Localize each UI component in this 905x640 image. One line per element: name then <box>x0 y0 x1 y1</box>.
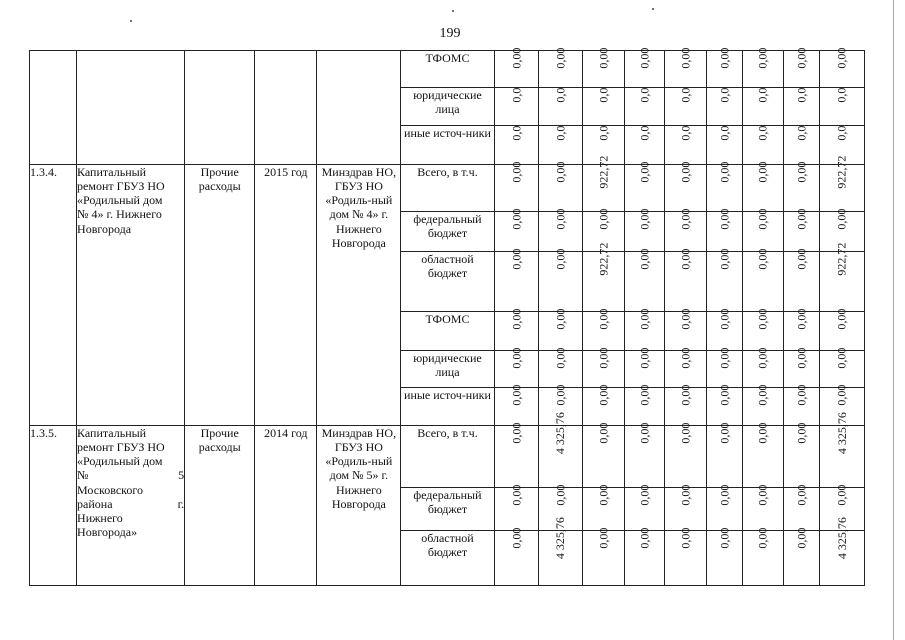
value-cell <box>819 155 864 212</box>
value-cell <box>742 88 783 126</box>
value-text: 0,00 <box>834 347 849 369</box>
value-text: 0,00 <box>717 422 732 444</box>
value-cell <box>664 248 706 312</box>
value-cell <box>742 422 783 488</box>
item-name-line: «Родильный дом <box>77 193 163 208</box>
value-cell <box>624 47 664 88</box>
value-cell <box>706 384 742 426</box>
value-cell <box>783 126 819 165</box>
value-cell <box>538 47 582 88</box>
value-text: 0,00 <box>794 47 809 69</box>
value-cell <box>624 126 664 165</box>
item-number-cell <box>30 51 77 165</box>
funding-source-cell: ТФОМС <box>401 312 494 351</box>
value-cell <box>494 484 538 531</box>
value-text: 0,00 <box>637 208 652 230</box>
value-text: 0,0 <box>637 125 652 141</box>
value-text: 0,00 <box>678 208 693 230</box>
value-cell <box>742 126 783 165</box>
value-text: 0,00 <box>834 47 849 69</box>
funding-source-cell: иные источ-ники <box>401 388 494 426</box>
value-text: 0,00 <box>678 308 693 330</box>
value-text: 0,00 <box>717 47 732 69</box>
value-text: 0,00 <box>637 47 652 69</box>
value-cell <box>706 527 742 586</box>
value-text: 0,00 <box>508 384 523 406</box>
funding-source-cell: федеральный бюджет <box>401 488 494 531</box>
value-cell <box>582 422 624 488</box>
value-text: 0,00 <box>678 161 693 183</box>
value-text: 0,00 <box>794 527 809 549</box>
value-cell <box>783 161 819 212</box>
value-cell <box>664 422 706 488</box>
value-text: 0,00 <box>717 248 732 270</box>
value-text: 0,00 <box>637 384 652 406</box>
value-cell <box>582 88 624 126</box>
value-cell <box>783 484 819 531</box>
executor-cell <box>317 51 401 165</box>
value-cell <box>494 422 538 488</box>
value-cell <box>582 47 624 88</box>
value-text: 0,00 <box>755 161 770 183</box>
year-cell: 2014 год <box>255 426 317 586</box>
value-text: 0,00 <box>755 208 770 230</box>
item-name-line: № 5 <box>77 468 185 483</box>
value-cell <box>582 347 624 388</box>
page-number: 199 <box>439 26 461 41</box>
value-text: 0,00 <box>637 422 652 444</box>
value-text: 0,00 <box>678 422 693 444</box>
table-row <box>30 51 865 88</box>
value-cell <box>706 484 742 531</box>
value-cell <box>538 161 582 212</box>
value-cell <box>783 47 819 88</box>
year-cell: 2015 год <box>255 165 317 426</box>
item-number-cell: 1.3.4. <box>30 165 77 426</box>
value-text: 0,00 <box>794 308 809 330</box>
table-row <box>30 426 865 488</box>
value-text: 0,00 <box>717 308 732 330</box>
value-cell <box>582 308 624 351</box>
value-text: 0,00 <box>596 422 611 444</box>
value-text: 0,00 <box>553 347 567 369</box>
value-cell <box>624 347 664 388</box>
year-cell <box>255 51 317 165</box>
value-cell <box>582 384 624 426</box>
value-cell <box>624 208 664 252</box>
funding-source-cell: юридические лица <box>401 88 494 126</box>
value-text: 0,00 <box>553 384 567 406</box>
value-text: 0,00 <box>637 248 652 270</box>
value-text: 0,00 <box>553 208 567 230</box>
funding-source-cell: Всего, в т.ч. <box>401 426 494 488</box>
value-text: 0,00 <box>834 308 849 330</box>
value-text: 0,00 <box>596 484 611 506</box>
value-text: 0,0 <box>794 125 809 141</box>
funding-source-cell: областной бюджет <box>401 252 494 312</box>
value-text: 0,00 <box>717 484 732 506</box>
item-name <box>77 165 184 236</box>
value-cell <box>706 347 742 388</box>
table-row <box>30 165 865 212</box>
item-name-line: ремонт ГБУЗ НО <box>77 179 165 194</box>
value-text: 922,72 <box>596 242 611 276</box>
value-text: 0,00 <box>794 422 809 444</box>
value-cell <box>538 412 582 488</box>
value-cell <box>819 308 864 351</box>
value-text: 0,00 <box>637 527 652 549</box>
value-cell <box>624 161 664 212</box>
value-text: 0,00 <box>755 384 770 406</box>
item-name-cell <box>77 426 185 586</box>
value-text: 922,72 <box>596 155 611 189</box>
value-text: 922,72 <box>834 242 849 276</box>
value-cell <box>783 347 819 388</box>
value-text: 0,00 <box>596 384 611 406</box>
value-text: 0,00 <box>678 484 693 506</box>
executor-cell: Минздрав НО, ГБУЗ НО «Родиль-ный дом № 4» г. Нижнего Новгорода <box>317 165 401 426</box>
value-cell <box>819 242 864 312</box>
value-cell <box>664 161 706 212</box>
value-text: 0,0 <box>755 87 770 103</box>
value-text: 0,0 <box>596 87 611 103</box>
value-cell <box>494 248 538 312</box>
value-text: 0,00 <box>508 208 523 230</box>
value-text: 0,00 <box>717 384 732 406</box>
expense-type-cell <box>185 51 255 165</box>
item-name <box>77 426 184 539</box>
value-cell <box>494 308 538 351</box>
value-cell <box>706 208 742 252</box>
item-name-cell <box>77 165 185 426</box>
value-text: 0,00 <box>678 47 693 69</box>
value-cell <box>664 384 706 426</box>
value-text: 0,00 <box>717 347 732 369</box>
value-cell <box>582 527 624 586</box>
value-text: 0,00 <box>508 308 523 330</box>
value-text: 0,00 <box>678 347 693 369</box>
value-cell <box>582 484 624 531</box>
value-cell <box>742 161 783 212</box>
value-cell <box>538 248 582 312</box>
funding-source-cell: Всего, в т.ч. <box>401 165 494 212</box>
value-text: 0,00 <box>717 208 732 230</box>
value-text: 0,00 <box>508 422 523 444</box>
value-cell <box>742 47 783 88</box>
value-text: 0,00 <box>834 208 849 230</box>
value-cell <box>664 308 706 351</box>
funding-source-cell: ТФОМС <box>401 51 494 88</box>
value-text: 4 325,76 <box>553 412 567 455</box>
funding-source-cell: федеральный бюджет <box>401 212 494 252</box>
value-cell <box>706 422 742 488</box>
value-text: 0,00 <box>553 484 567 506</box>
value-cell <box>742 308 783 351</box>
value-cell <box>706 308 742 351</box>
budget-table <box>29 47 865 586</box>
value-text: 0,00 <box>508 347 523 369</box>
value-text: 0,00 <box>794 208 809 230</box>
value-cell <box>742 208 783 252</box>
value-text: 0,00 <box>553 47 567 69</box>
value-text: 0,0 <box>834 125 849 141</box>
value-text: 0,00 <box>596 527 611 549</box>
item-name-line: ремонт ГБУЗ НО <box>77 440 165 455</box>
item-name-line: Капитальный <box>77 426 147 440</box>
value-cell <box>664 126 706 165</box>
value-text: 0,0 <box>553 87 567 103</box>
value-cell <box>494 347 538 388</box>
value-cell <box>783 422 819 488</box>
value-cell <box>783 527 819 586</box>
item-name-line: Капитальный <box>77 165 147 179</box>
value-text: 0,0 <box>596 125 611 141</box>
value-text: 0,00 <box>553 161 567 183</box>
value-cell <box>624 527 664 586</box>
value-cell <box>783 248 819 312</box>
value-cell <box>706 47 742 88</box>
item-name-line: № 4» г. Нижнего <box>77 207 162 222</box>
value-cell <box>664 208 706 252</box>
item-name-line: Новгорода <box>77 221 132 236</box>
value-cell <box>819 347 864 388</box>
value-cell <box>742 484 783 531</box>
value-cell <box>494 161 538 212</box>
item-number-cell: 1.3.5. <box>30 426 77 586</box>
value-text: 0,00 <box>637 484 652 506</box>
scan-speck <box>130 20 132 22</box>
value-cell <box>819 412 864 488</box>
value-text: 0,0 <box>508 87 523 103</box>
value-text: 0,00 <box>794 384 809 406</box>
value-cell <box>783 88 819 126</box>
value-cell <box>494 527 538 586</box>
value-cell <box>742 384 783 426</box>
value-text: 0,00 <box>508 248 523 270</box>
value-cell <box>664 347 706 388</box>
value-text: 0,0 <box>794 87 809 103</box>
value-cell <box>624 248 664 312</box>
value-cell <box>819 517 864 586</box>
value-text: 0,0 <box>553 125 567 141</box>
value-cell <box>624 384 664 426</box>
value-text: 0,0 <box>755 125 770 141</box>
value-text: 0,0 <box>717 125 732 141</box>
value-text: 0,00 <box>596 47 611 69</box>
value-text: 4 325,76 <box>834 517 849 560</box>
item-name-line: «Родильный дом <box>77 454 163 469</box>
value-cell <box>742 527 783 586</box>
value-cell <box>538 126 582 165</box>
value-cell <box>494 88 538 126</box>
value-cell <box>706 126 742 165</box>
value-cell <box>538 88 582 126</box>
value-text: 0,00 <box>755 347 770 369</box>
value-text: 0,0 <box>637 87 652 103</box>
value-text: 0,00 <box>834 484 849 506</box>
value-text: 0,00 <box>508 47 523 69</box>
value-cell <box>494 208 538 252</box>
value-text: 0,00 <box>755 308 770 330</box>
value-cell <box>494 384 538 426</box>
value-text: 0,0 <box>678 125 693 141</box>
value-text: 0,00 <box>717 161 732 183</box>
value-cell <box>538 208 582 252</box>
value-text: 0,00 <box>755 527 770 549</box>
value-text: 922,72 <box>834 155 849 189</box>
expense-type-cell: Прочие расходы <box>185 426 255 586</box>
value-cell <box>742 347 783 388</box>
value-cell <box>706 161 742 212</box>
value-cell <box>664 88 706 126</box>
expense-type-cell: Прочие расходы <box>185 165 255 426</box>
value-cell <box>494 47 538 88</box>
value-text: 4 325,76 <box>834 412 849 455</box>
value-text: 0,00 <box>596 347 611 369</box>
value-text: 0,00 <box>755 248 770 270</box>
value-cell <box>664 527 706 586</box>
scan-speck <box>652 8 654 10</box>
executor-cell: Минздрав НО, ГБУЗ НО «Родиль-ный дом № 5» г. Нижнего Новгорода <box>317 426 401 586</box>
funding-source-cell: юридические лица <box>401 351 494 388</box>
value-cell <box>783 308 819 351</box>
value-cell <box>783 208 819 252</box>
item-name-line: Нижнего <box>77 510 123 525</box>
funding-source-cell: иные источ-ники <box>401 126 494 165</box>
value-cell <box>538 347 582 388</box>
value-text: 0,00 <box>508 484 523 506</box>
value-text: 4 325,76 <box>553 517 567 560</box>
value-text: 0,00 <box>678 527 693 549</box>
value-text: 0,00 <box>755 484 770 506</box>
value-cell <box>819 88 864 126</box>
value-cell <box>742 248 783 312</box>
value-cell <box>783 384 819 426</box>
item-name-line: Московского <box>77 482 144 497</box>
value-cell <box>624 308 664 351</box>
value-cell <box>624 484 664 531</box>
value-cell <box>624 422 664 488</box>
value-text: 0,00 <box>553 308 567 330</box>
item-name-line: Новгорода» <box>77 525 138 540</box>
value-cell <box>819 47 864 88</box>
value-text: 0,00 <box>596 208 611 230</box>
value-text: 0,0 <box>508 125 523 141</box>
value-text: 0,00 <box>637 161 652 183</box>
item-name-cell <box>77 51 185 165</box>
value-cell <box>582 242 624 312</box>
value-cell <box>664 47 706 88</box>
scan-page-edge <box>893 0 894 640</box>
funding-source-cell: областной бюджет <box>401 531 494 586</box>
value-text: 0,0 <box>834 87 849 103</box>
value-text: 0,00 <box>637 347 652 369</box>
value-text: 0,00 <box>678 248 693 270</box>
value-cell <box>494 126 538 165</box>
value-text: 0,00 <box>637 308 652 330</box>
value-cell <box>538 308 582 351</box>
value-text: 0,00 <box>834 384 849 406</box>
value-text: 0,00 <box>794 347 809 369</box>
value-text: 0,00 <box>717 527 732 549</box>
value-text: 0,00 <box>755 47 770 69</box>
value-text: 0,00 <box>508 161 523 183</box>
value-text: 0,0 <box>678 87 693 103</box>
value-cell <box>538 517 582 586</box>
value-cell <box>706 248 742 312</box>
value-cell <box>664 484 706 531</box>
value-cell <box>582 155 624 212</box>
value-text: 0,00 <box>678 384 693 406</box>
value-text: 0,0 <box>717 87 732 103</box>
item-name-line: района г. <box>77 496 185 511</box>
value-text: 0,00 <box>755 422 770 444</box>
value-text: 0,00 <box>553 248 567 270</box>
value-text: 0,00 <box>596 308 611 330</box>
value-cell <box>624 88 664 126</box>
value-text: 0,00 <box>794 248 809 270</box>
scan-speck <box>452 10 454 12</box>
value-text: 0,00 <box>508 527 523 549</box>
value-text: 0,00 <box>794 484 809 506</box>
value-cell <box>706 88 742 126</box>
value-text: 0,00 <box>794 161 809 183</box>
